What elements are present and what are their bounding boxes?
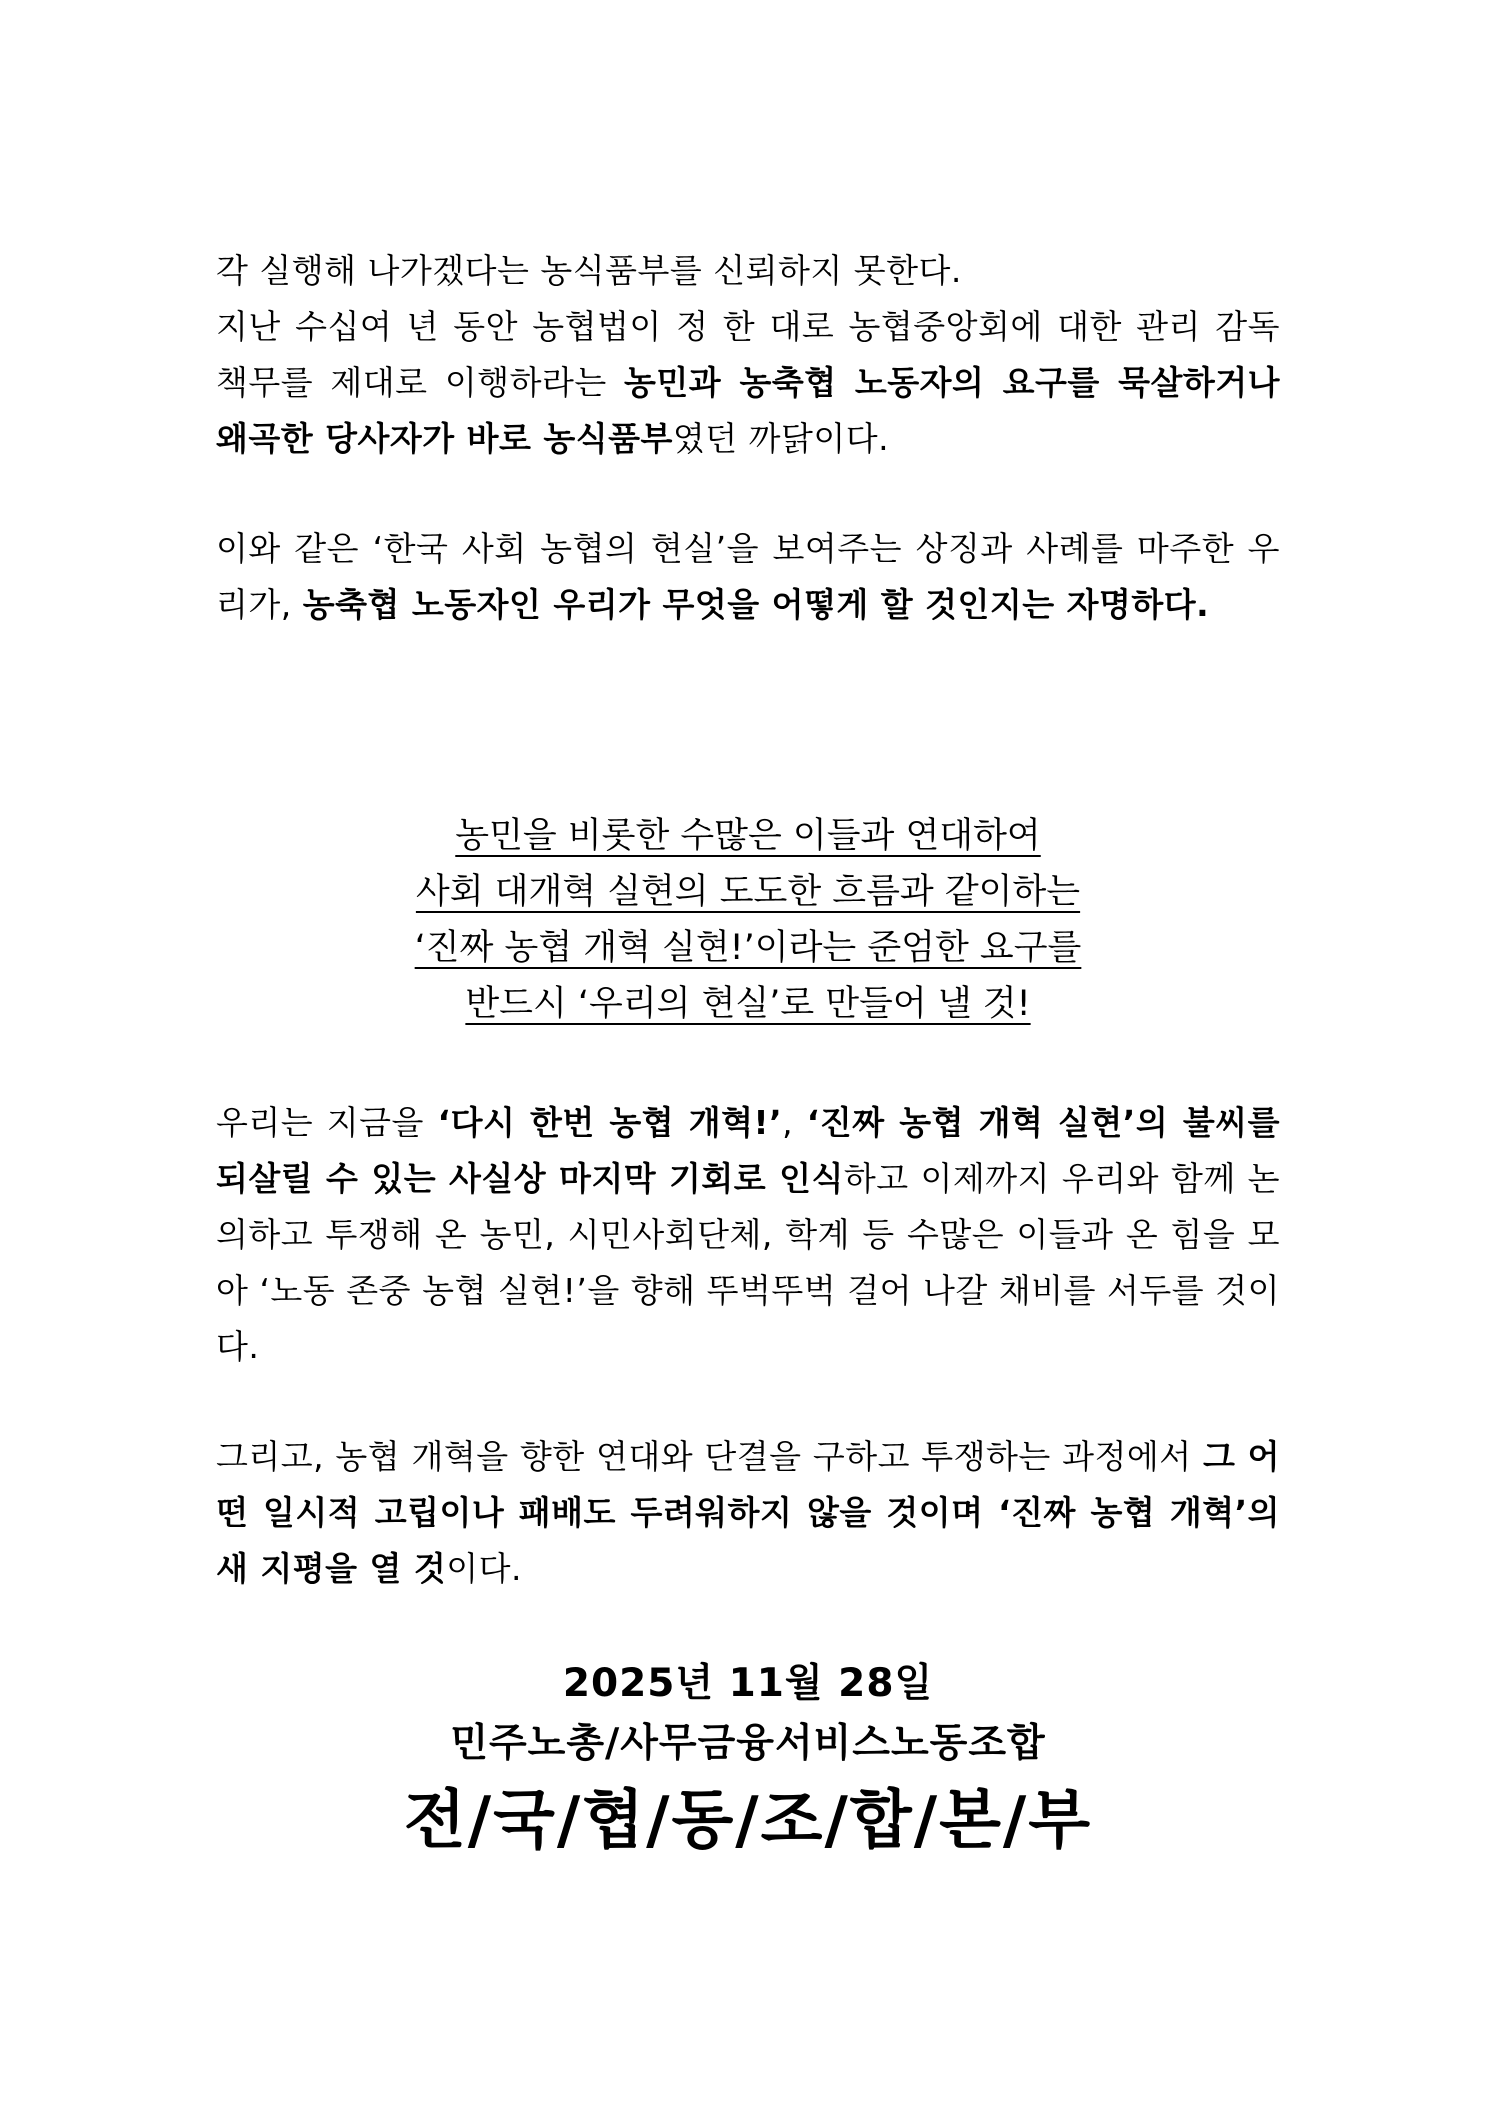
paragraph-3-text: , — [782, 1103, 807, 1142]
slogan-line — [216, 920, 1280, 976]
slogan-line-text: 농민을 비롯한 수많은 이들과 연대하여 — [455, 816, 1041, 856]
signature-date: 2025년 11월 28일 — [562, 1661, 934, 1706]
slogan-line-text: 반드시 ‘우리의 현실’로 만들어 낼 것! — [465, 984, 1031, 1024]
paragraph-1-line — [216, 243, 1280, 299]
paragraph-4 — [216, 1429, 1280, 1597]
paragraph-3-emphasis: ‘진짜 농협 개혁 실현’의 불씨를 되살릴 수 있는 사실상 마지막 기회로 인식 — [216, 1103, 1280, 1198]
paragraph-2-text: 이와 같은 ‘한국 사회 농협의 현실’을 보여주는 상징과 사례를 마주한 우리가, — [216, 529, 1280, 624]
paragraph-3-emphasis: ‘다시 한번 농협 개혁!’ — [437, 1103, 783, 1142]
paragraph-1b-emphasis: 농민과 농축협 노동자의 요구를 묵살하거나 왜곡한 당사자가 바로 농식품부 — [216, 363, 1280, 458]
paragraph-1b-text: 지난 수십여 년 동안 농협법이 정 한 대로 농협중앙회에 대한 관리 감독 책무를 제대로 이행하라는 — [216, 307, 1280, 402]
slogan-line-text: ‘진짜 농협 개혁 실현!’이라는 준엄한 요구를 — [414, 928, 1082, 968]
slogan-line — [216, 808, 1280, 864]
paragraph-1b — [216, 299, 1280, 467]
paragraph-2 — [216, 521, 1280, 633]
paragraph-3-text: 하고 이제까지 우리와 함께 논의하고 투쟁해 온 농민, 시민사회단체, 학계 등 수많은 이들과 온 힘을 모아 ‘노동 존중 농협 실현!’을 향해 뚜벅뚜벅 걸어 나갈 채비를 서두를 것이다. — [216, 1159, 1280, 1366]
signature-union: 민주노총/사무금융서비스노동조합 — [450, 1721, 1046, 1766]
slogan-line — [216, 976, 1280, 1032]
paragraph-2-emphasis: 농축협 노동자인 우리가 무엇을 어떻게 할 것인지는 자명하다. — [302, 585, 1210, 624]
paragraph-1-text: 각 실행해 나가겠다는 농식품부를 신뢰하지 못한다. — [216, 251, 962, 290]
paragraph-1 — [216, 243, 1280, 467]
slogan-block — [216, 808, 1280, 1032]
paragraph-4-emphasis: 그 어떤 일시적 고립이나 패배도 두려워하지 않을 것이며 ‘진짜 농협 개혁’의 새 지평을 열 것 — [216, 1437, 1280, 1588]
paragraph-4-text: 그리고, 농협 개혁을 향한 연대와 단결을 구하고 투쟁하는 과정에서 — [216, 1437, 1203, 1476]
paragraph-3-text: 우리는 지금을 — [216, 1103, 438, 1142]
slogan-line-text: 사회 대개혁 실현의 도도한 흐름과 같이하는 — [415, 872, 1081, 912]
paragraph-3 — [216, 1095, 1280, 1375]
paragraph-1b-text: 였던 까닭이다. — [672, 419, 890, 458]
slogan-line — [216, 864, 1280, 920]
paragraph-4-text: 이다. — [446, 1549, 522, 1588]
signature-organization: 전/국/협/동/조/합/본/부 — [403, 1784, 1093, 1858]
signature-block — [216, 1655, 1280, 1867]
